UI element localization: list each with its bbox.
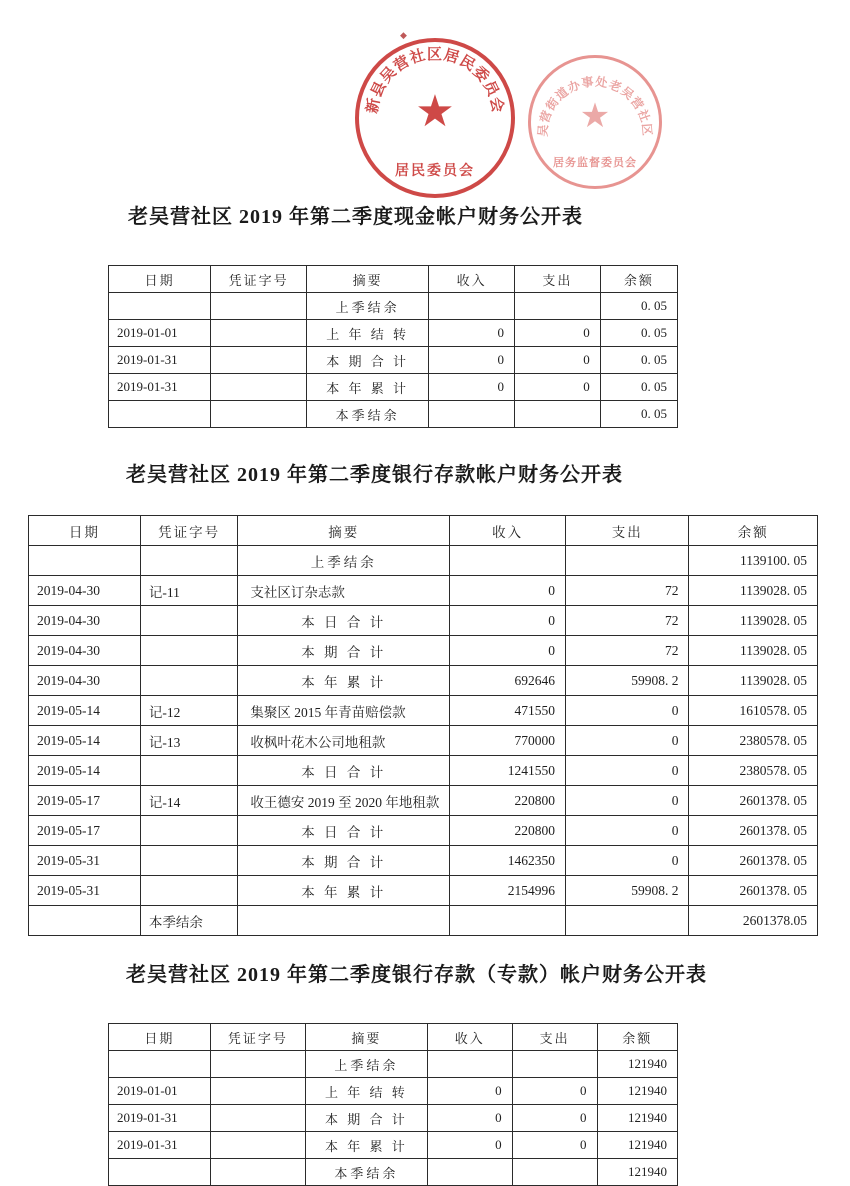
cell-income: 1241550 (450, 756, 566, 786)
cell-balance: 1139028. 05 (689, 666, 818, 696)
cell-balance: 2601378. 05 (689, 846, 818, 876)
cell-description: 本 期 合 计 (307, 347, 429, 374)
seal-main-arc-label: 新县吴营社区居民委员会 (364, 46, 506, 115)
official-seal-main (355, 38, 515, 198)
cell-description: 本季结余 (306, 1159, 428, 1186)
cell-voucher: 记-12 (140, 696, 238, 726)
seal-secondary-arc-label: 吴营街道办事处老吴营社区 (535, 74, 655, 138)
table-row (29, 696, 818, 726)
cell-income (427, 1159, 512, 1186)
cell-income (450, 906, 566, 936)
col-balance: 余额 (597, 1024, 677, 1051)
cell-balance: 121940 (597, 1051, 677, 1078)
cell-voucher: 记-14 (140, 786, 238, 816)
cell-expense: 59908. 2 (566, 666, 689, 696)
cell-voucher (140, 846, 238, 876)
cell-balance: 2380578. 05 (689, 726, 818, 756)
cell-voucher (211, 293, 307, 320)
cell-balance: 2601378.05 (689, 906, 818, 936)
cell-description: 本 日 合 计 (238, 606, 450, 636)
cell-income: 0 (427, 1105, 512, 1132)
cell-balance: 2380578. 05 (689, 756, 818, 786)
cell-date (29, 546, 141, 576)
cell-description: 本 年 累 计 (307, 374, 429, 401)
table-header-row (109, 1024, 678, 1051)
cell-income: 220800 (450, 786, 566, 816)
col-description: 摘要 (307, 266, 429, 293)
cell-balance: 2601378. 05 (689, 786, 818, 816)
cell-description: 上季结余 (307, 293, 429, 320)
cell-income (429, 293, 515, 320)
cell-date: 2019-01-01 (109, 320, 211, 347)
cell-voucher (210, 1105, 305, 1132)
section-title-cash: 老吴营社区 2019 年第二季度现金帐户财务公开表 (128, 206, 583, 228)
cell-balance: 1610578. 05 (689, 696, 818, 726)
cell-description: 本 日 合 计 (238, 816, 450, 846)
table-row (29, 726, 818, 756)
cell-date (29, 906, 141, 936)
cell-description: 上季结余 (306, 1051, 428, 1078)
col-voucher: 凭证字号 (140, 516, 238, 546)
cell-voucher (140, 546, 238, 576)
table-bank-account (28, 515, 818, 936)
cell-income: 692646 (450, 666, 566, 696)
cell-income: 0 (429, 347, 515, 374)
seal-secondary-bottom-label: 居务监督委员会 (553, 157, 637, 169)
cell-description: 支社区订杂志款 (238, 576, 450, 606)
cell-voucher (140, 606, 238, 636)
cell-balance: 2601378. 05 (689, 816, 818, 846)
cell-expense: 0 (566, 756, 689, 786)
table-row (109, 1078, 678, 1105)
cell-description: 本季结余 (307, 401, 429, 428)
cell-voucher (140, 876, 238, 906)
star-icon: ★ (415, 86, 455, 136)
cell-expense: 0 (566, 846, 689, 876)
cell-date: 2019-05-14 (29, 696, 141, 726)
cell-balance: 1139028. 05 (689, 576, 818, 606)
cell-voucher (140, 636, 238, 666)
cell-income: 1462350 (450, 846, 566, 876)
cell-income: 0 (450, 606, 566, 636)
cell-description: 收枫叶花木公司地租款 (238, 726, 450, 756)
col-balance: 余额 (600, 266, 677, 293)
table-row (29, 666, 818, 696)
cell-expense: 72 (566, 636, 689, 666)
cell-description: 上 年 结 转 (307, 320, 429, 347)
cell-income: 0 (429, 320, 515, 347)
cell-description: 本 年 累 计 (238, 666, 450, 696)
cell-balance: 0. 05 (600, 320, 677, 347)
table-row (29, 636, 818, 666)
table-row (109, 293, 678, 320)
cell-balance: 2601378. 05 (689, 876, 818, 906)
cell-expense (566, 906, 689, 936)
cell-date: 2019-05-31 (29, 876, 141, 906)
cell-date: 2019-04-30 (29, 636, 141, 666)
col-income: 收入 (429, 266, 515, 293)
cell-date (109, 293, 211, 320)
cell-voucher (211, 401, 307, 428)
cell-date: 2019-04-30 (29, 576, 141, 606)
table-row (29, 906, 818, 936)
cell-description: 本 期 合 计 (238, 636, 450, 666)
cell-expense (515, 401, 601, 428)
cell-date: 2019-01-01 (109, 1078, 211, 1105)
cell-date (109, 401, 211, 428)
cell-voucher: 记-13 (140, 726, 238, 756)
cell-balance: 1139100. 05 (689, 546, 818, 576)
cell-expense: 0 (515, 374, 601, 401)
cell-income (427, 1051, 512, 1078)
table-bank-special-account (108, 1023, 678, 1186)
col-date: 日期 (109, 266, 211, 293)
cell-date: 2019-05-17 (29, 816, 141, 846)
cell-income (450, 546, 566, 576)
cell-date: 2019-04-30 (29, 666, 141, 696)
official-seal-secondary (528, 55, 662, 189)
cell-income: 0 (450, 576, 566, 606)
cell-description: 上 年 结 转 (306, 1078, 428, 1105)
cell-balance: 0. 05 (600, 401, 677, 428)
cell-description: 本 日 合 计 (238, 756, 450, 786)
cell-voucher (210, 1078, 305, 1105)
small-ink-mark: ◆ (400, 30, 407, 40)
table-row (109, 1105, 678, 1132)
cell-description: 集聚区 2015 年青苗赔偿款 (238, 696, 450, 726)
cell-expense: 0 (515, 320, 601, 347)
cell-expense: 0 (512, 1078, 597, 1105)
cell-income: 0 (427, 1078, 512, 1105)
cell-income (429, 401, 515, 428)
cell-expense: 72 (566, 606, 689, 636)
table-row (109, 401, 678, 428)
table-header-row (29, 516, 818, 546)
cell-voucher (140, 816, 238, 846)
col-expense: 支出 (566, 516, 689, 546)
table-row (29, 786, 818, 816)
cell-description: 本 期 合 计 (306, 1105, 428, 1132)
table-row (109, 1051, 678, 1078)
table-row (29, 876, 818, 906)
col-voucher: 凭证字号 (211, 266, 307, 293)
col-description: 摘要 (306, 1024, 428, 1051)
col-date: 日期 (109, 1024, 211, 1051)
cell-balance: 0. 05 (600, 293, 677, 320)
cell-income: 0 (450, 636, 566, 666)
cell-balance: 121940 (597, 1105, 677, 1132)
cell-quarter-balance-label: 本季结余 (140, 906, 238, 936)
cell-date: 2019-05-31 (29, 846, 141, 876)
cell-balance: 121940 (597, 1132, 677, 1159)
cell-expense: 0 (566, 696, 689, 726)
cell-balance: 121940 (597, 1159, 677, 1186)
cell-date: 2019-01-31 (109, 347, 211, 374)
cell-description: 本 期 合 计 (238, 846, 450, 876)
cell-voucher (140, 756, 238, 786)
col-voucher: 凭证字号 (210, 1024, 305, 1051)
cell-voucher: 记-11 (140, 576, 238, 606)
col-income: 收入 (450, 516, 566, 546)
table-row (109, 1159, 678, 1186)
cell-income: 0 (429, 374, 515, 401)
table-row (29, 546, 818, 576)
cell-expense (515, 293, 601, 320)
section-title-bank: 老吴营社区 2019 年第二季度银行存款帐户财务公开表 (126, 464, 623, 486)
cell-expense: 0 (512, 1105, 597, 1132)
col-income: 收入 (427, 1024, 512, 1051)
cell-date (109, 1051, 211, 1078)
col-date: 日期 (29, 516, 141, 546)
table-row (29, 576, 818, 606)
cell-expense: 0 (566, 726, 689, 756)
cell-date: 2019-05-17 (29, 786, 141, 816)
table-row (29, 756, 818, 786)
seal-area (0, 0, 850, 200)
table-row (29, 816, 818, 846)
cell-date: 2019-05-14 (29, 726, 141, 756)
col-expense: 支出 (512, 1024, 597, 1051)
cell-date: 2019-05-14 (29, 756, 141, 786)
cell-voucher (211, 374, 307, 401)
cell-description: 收王德安 2019 至 2020 年地租款 (238, 786, 450, 816)
cell-balance: 0. 05 (600, 374, 677, 401)
star-icon: ★ (579, 97, 611, 135)
cell-date (109, 1159, 211, 1186)
cell-voucher (210, 1132, 305, 1159)
cell-date: 2019-04-30 (29, 606, 141, 636)
cell-voucher (211, 320, 307, 347)
section-title-bank-special: 老吴营社区 2019 年第二季度银行存款（专款）帐户财务公开表 (126, 964, 707, 986)
cell-expense: 0 (566, 786, 689, 816)
cell-income: 2154996 (450, 876, 566, 906)
cell-description: 上季结余 (238, 546, 450, 576)
cell-balance: 121940 (597, 1078, 677, 1105)
seal-main-bottom-label: 居民委员会 (395, 164, 475, 179)
cell-income: 770000 (450, 726, 566, 756)
cell-expense: 72 (566, 576, 689, 606)
cell-date: 2019-01-31 (109, 1105, 211, 1132)
cell-voucher (211, 347, 307, 374)
cell-expense: 0 (566, 816, 689, 846)
cell-expense (566, 546, 689, 576)
col-description: 摘要 (238, 516, 450, 546)
cell-income: 471550 (450, 696, 566, 726)
cell-date: 2019-01-31 (109, 1132, 211, 1159)
cell-description (238, 906, 450, 936)
cell-date: 2019-01-31 (109, 374, 211, 401)
cell-income: 220800 (450, 816, 566, 846)
table-row (109, 1132, 678, 1159)
cell-expense (512, 1051, 597, 1078)
cell-expense (512, 1159, 597, 1186)
table-row (29, 846, 818, 876)
cell-expense: 0 (515, 347, 601, 374)
table-row (109, 374, 678, 401)
cell-balance: 0. 05 (600, 347, 677, 374)
cell-expense: 0 (512, 1132, 597, 1159)
col-expense: 支出 (515, 266, 601, 293)
cell-voucher (140, 666, 238, 696)
cell-voucher (210, 1051, 305, 1078)
cell-voucher (210, 1159, 305, 1186)
cell-balance: 1139028. 05 (689, 606, 818, 636)
col-balance: 余额 (689, 516, 818, 546)
cell-description: 本 年 累 计 (306, 1132, 428, 1159)
cell-balance: 1139028. 05 (689, 636, 818, 666)
cell-expense: 59908. 2 (566, 876, 689, 906)
table-row (109, 320, 678, 347)
table-row (109, 347, 678, 374)
table-row (29, 606, 818, 636)
table-cash-account (108, 265, 678, 428)
table-header-row (109, 266, 678, 293)
cell-description: 本 年 累 计 (238, 876, 450, 906)
cell-income: 0 (427, 1132, 512, 1159)
